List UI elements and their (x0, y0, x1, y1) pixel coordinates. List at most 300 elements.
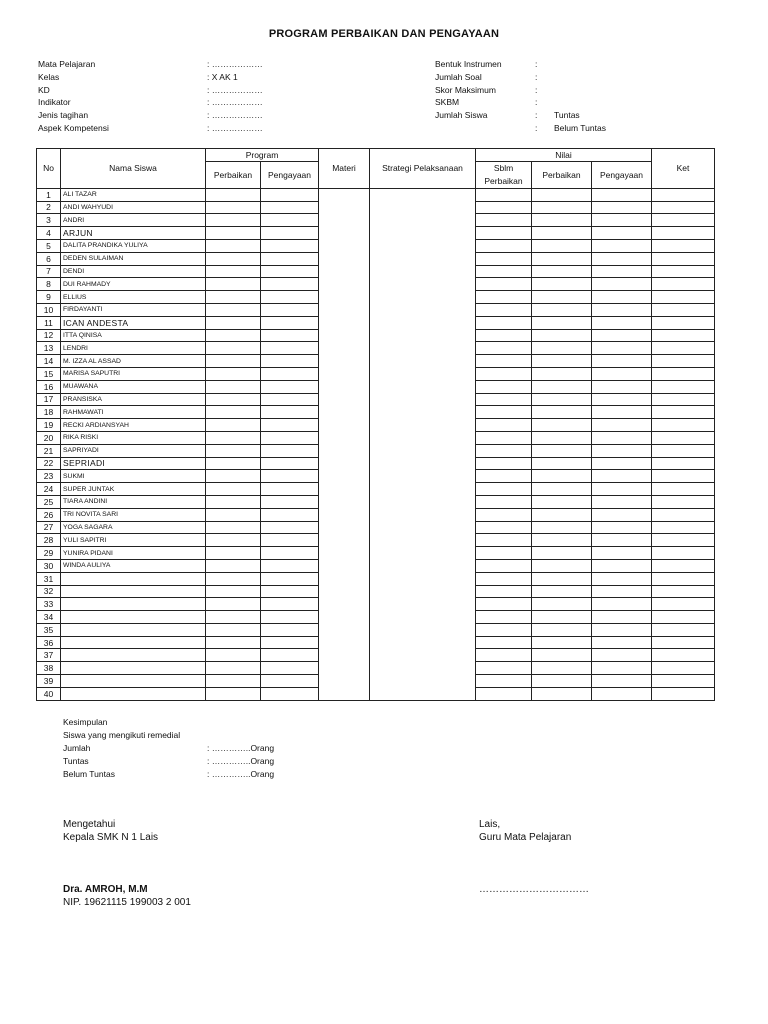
ket-cell (652, 201, 715, 214)
program-pengayaan-cell (261, 483, 319, 496)
col-strategi-header: Strategi Pelaksanaan (370, 149, 476, 189)
student-name (61, 623, 206, 636)
kesimpulan-label: Jumlah (63, 743, 91, 753)
sblm-perbaikan-cell (476, 547, 532, 560)
program-pengayaan-cell (261, 687, 319, 700)
ket-cell (652, 278, 715, 291)
col-program-perbaikan-header: Perbaikan (206, 161, 261, 188)
sblm-perbaikan-cell (476, 419, 532, 432)
nilai-perbaikan-cell (532, 675, 592, 688)
col-sblm-perbaikan-header (476, 161, 532, 188)
program-pengayaan-cell (261, 329, 319, 342)
kesimpulan-label: Tuntas (63, 756, 89, 766)
ket-cell (652, 687, 715, 700)
header-left-value: : ……………… (207, 97, 263, 108)
header-left-label: Kelas (38, 71, 60, 82)
row-number: 23 (37, 470, 61, 483)
program-pengayaan-cell (261, 419, 319, 432)
nilai-pengayaan-cell (592, 611, 652, 624)
nilai-perbaikan-cell (532, 483, 592, 496)
program-pengayaan-cell (261, 495, 319, 508)
program-perbaikan-cell (206, 239, 261, 252)
col-nama-header: Nama Siswa (61, 149, 206, 189)
ket-cell (652, 367, 715, 380)
program-perbaikan-cell (206, 278, 261, 291)
header-right-label: Jumlah Soal (435, 71, 482, 82)
row-number: 21 (37, 444, 61, 457)
nilai-perbaikan-cell (532, 316, 592, 329)
nilai-pengayaan-cell (592, 623, 652, 636)
header-left-label: Indikator (38, 97, 71, 108)
ket-cell (652, 227, 715, 240)
col-nilai-perbaikan-header: Perbaikan (532, 161, 592, 188)
program-pengayaan-cell (261, 227, 319, 240)
sblm-perbaikan-cell (476, 457, 532, 470)
signature-left-nip: NIP. 19621115 199003 2 001 (63, 897, 191, 908)
student-name: DALITA PRANDIKA YULIYA (61, 239, 206, 252)
col-materi-header: Materi (319, 149, 370, 189)
program-perbaikan-cell (206, 495, 261, 508)
header-left-value: : ……………… (207, 84, 263, 95)
nilai-pengayaan-cell (592, 495, 652, 508)
row-number: 5 (37, 239, 61, 252)
row-number: 18 (37, 406, 61, 419)
col-sblm-line2: Perbaikan (484, 175, 523, 186)
program-pengayaan-cell (261, 470, 319, 483)
sblm-perbaikan-cell (476, 188, 532, 201)
sblm-perbaikan-cell (476, 291, 532, 304)
program-pengayaan-cell (261, 636, 319, 649)
ket-cell (652, 431, 715, 444)
program-perbaikan-cell (206, 303, 261, 316)
row-number: 35 (37, 623, 61, 636)
nilai-pengayaan-cell (592, 483, 652, 496)
sblm-perbaikan-cell (476, 483, 532, 496)
ket-cell (652, 214, 715, 227)
row-number: 30 (37, 559, 61, 572)
header-right-colon: : (535, 110, 538, 121)
program-pengayaan-cell (261, 252, 319, 265)
row-number: 40 (37, 687, 61, 700)
sblm-perbaikan-cell (476, 342, 532, 355)
nilai-perbaikan-cell (532, 470, 592, 483)
row-number: 38 (37, 662, 61, 675)
header-right-label: SKBM (435, 97, 460, 108)
program-perbaikan-cell (206, 534, 261, 547)
kesimpulan-subtitle: Siswa yang mengikuti remedial (63, 730, 181, 740)
program-perbaikan-cell (206, 508, 261, 521)
sblm-perbaikan-cell (476, 227, 532, 240)
program-pengayaan-cell (261, 380, 319, 393)
col-nilai-pengayaan-header: Pengayaan (592, 161, 652, 188)
row-number: 4 (37, 227, 61, 240)
program-perbaikan-cell (206, 188, 261, 201)
nilai-pengayaan-cell (592, 470, 652, 483)
ket-cell (652, 521, 715, 534)
header-left-value: : ……………… (207, 123, 263, 133)
nilai-perbaikan-cell (532, 649, 592, 662)
nilai-perbaikan-cell (532, 419, 592, 432)
student-name: ARJUN (61, 227, 206, 240)
row-number: 7 (37, 265, 61, 278)
nilai-pengayaan-cell (592, 380, 652, 393)
student-name: M. IZZA AL ASSAD (61, 355, 206, 368)
nilai-pengayaan-cell (592, 188, 652, 201)
row-number: 31 (37, 572, 61, 585)
program-perbaikan-cell (206, 252, 261, 265)
sblm-perbaikan-cell (476, 444, 532, 457)
sblm-perbaikan-cell (476, 508, 532, 521)
program-perbaikan-cell (206, 623, 261, 636)
ket-cell (652, 675, 715, 688)
ket-cell (652, 265, 715, 278)
col-program-header: Program (206, 149, 319, 162)
header-right-label: Jumlah Siswa (435, 110, 488, 121)
nilai-perbaikan-cell (532, 508, 592, 521)
row-number: 28 (37, 534, 61, 547)
nilai-pengayaan-cell (592, 521, 652, 534)
program-pengayaan-cell (261, 508, 319, 521)
program-perbaikan-cell (206, 342, 261, 355)
program-pengayaan-cell (261, 521, 319, 534)
program-perbaikan-cell (206, 483, 261, 496)
kesimpulan-title: Kesimpulan (63, 717, 108, 727)
nilai-perbaikan-cell (532, 329, 592, 342)
ket-cell (652, 611, 715, 624)
header-left-label: Aspek Kompetensi (38, 123, 109, 133)
sblm-perbaikan-cell (476, 662, 532, 675)
program-perbaikan-cell (206, 201, 261, 214)
ket-cell (652, 239, 715, 252)
sblm-perbaikan-cell (476, 393, 532, 406)
student-name: ANDRI (61, 214, 206, 227)
row-number: 36 (37, 636, 61, 649)
program-perbaikan-cell (206, 598, 261, 611)
student-name (61, 598, 206, 611)
sblm-perbaikan-cell (476, 598, 532, 611)
nilai-perbaikan-cell (532, 611, 592, 624)
ket-cell (652, 188, 715, 201)
nilai-perbaikan-cell (532, 585, 592, 598)
sblm-perbaikan-cell (476, 649, 532, 662)
sblm-perbaikan-cell (476, 636, 532, 649)
kesimpulan-label: Belum Tuntas (63, 769, 115, 779)
row-number: 37 (37, 649, 61, 662)
nilai-pengayaan-cell (592, 214, 652, 227)
program-pengayaan-cell (261, 572, 319, 585)
nilai-perbaikan-cell (532, 188, 592, 201)
student-name: SEPRIADI (61, 457, 206, 470)
program-perbaikan-cell (206, 611, 261, 624)
ket-cell (652, 316, 715, 329)
sblm-perbaikan-cell (476, 431, 532, 444)
sblm-perbaikan-cell (476, 611, 532, 624)
ket-cell (652, 662, 715, 675)
ket-cell (652, 585, 715, 598)
sblm-perbaikan-cell (476, 380, 532, 393)
sblm-perbaikan-cell (476, 675, 532, 688)
sblm-perbaikan-cell (476, 278, 532, 291)
nilai-perbaikan-cell (532, 393, 592, 406)
row-number: 33 (37, 598, 61, 611)
ket-cell (652, 508, 715, 521)
nilai-pengayaan-cell (592, 303, 652, 316)
program-pengayaan-cell (261, 585, 319, 598)
student-name: SUPER JUNTAK (61, 483, 206, 496)
ket-cell (652, 649, 715, 662)
student-name: YOGA SAGARA (61, 521, 206, 534)
program-perbaikan-cell (206, 585, 261, 598)
nilai-perbaikan-cell (532, 598, 592, 611)
row-number: 17 (37, 393, 61, 406)
student-name: SAPRIYADI (61, 444, 206, 457)
kesimpulan-value: : …………..Orang (207, 756, 275, 766)
program-pengayaan-cell (261, 393, 319, 406)
sblm-perbaikan-cell (476, 559, 532, 572)
student-name (61, 675, 206, 688)
nilai-perbaikan-cell (532, 559, 592, 572)
row-number: 12 (37, 329, 61, 342)
nilai-pengayaan-cell (592, 342, 652, 355)
kesimpulan-value: : …………..Orang (207, 769, 275, 779)
nilai-perbaikan-cell (532, 252, 592, 265)
program-pengayaan-cell (261, 367, 319, 380)
header-left-label: Jenis tagihan (38, 110, 89, 121)
nilai-pengayaan-cell (592, 431, 652, 444)
nilai-pengayaan-cell (592, 559, 652, 572)
col-sblm-line1: Sblm (493, 162, 514, 173)
nilai-pengayaan-cell (592, 687, 652, 700)
row-number: 10 (37, 303, 61, 316)
program-pengayaan-cell (261, 316, 319, 329)
sblm-perbaikan-cell (476, 623, 532, 636)
ket-cell (652, 419, 715, 432)
nilai-pengayaan-cell (592, 419, 652, 432)
row-number: 22 (37, 457, 61, 470)
header-right-colon: : (535, 97, 538, 108)
nilai-perbaikan-cell (532, 547, 592, 560)
nilai-pengayaan-cell (592, 406, 652, 419)
row-number: 15 (37, 367, 61, 380)
program-pengayaan-cell (261, 342, 319, 355)
header-right-value: Tuntas (554, 110, 580, 121)
nilai-pengayaan-cell (592, 329, 652, 342)
nilai-perbaikan-cell (532, 623, 592, 636)
nilai-perbaikan-cell (532, 380, 592, 393)
student-name (61, 649, 206, 662)
program-pengayaan-cell (261, 649, 319, 662)
student-name: MARISA SAPUTRI (61, 367, 206, 380)
sblm-perbaikan-cell (476, 201, 532, 214)
sblm-perbaikan-cell (476, 521, 532, 534)
student-name: RECKI ARDIANSYAH (61, 419, 206, 432)
student-name: LENDRI (61, 342, 206, 355)
signature-right-line2: Guru Mata Pelajaran (479, 832, 572, 843)
program-perbaikan-cell (206, 406, 261, 419)
ket-cell (652, 623, 715, 636)
student-name: TIARA ANDINI (61, 495, 206, 508)
row-number: 16 (37, 380, 61, 393)
nilai-pengayaan-cell (592, 252, 652, 265)
nilai-pengayaan-cell (592, 393, 652, 406)
sblm-perbaikan-cell (476, 239, 532, 252)
student-name: WINDA AULIYA (61, 559, 206, 572)
materi-cell (319, 188, 370, 700)
program-perbaikan-cell (206, 547, 261, 560)
program-perbaikan-cell (206, 687, 261, 700)
ket-cell (652, 470, 715, 483)
program-pengayaan-cell (261, 662, 319, 675)
nilai-perbaikan-cell (532, 291, 592, 304)
ket-cell (652, 406, 715, 419)
program-perbaikan-cell (206, 380, 261, 393)
program-perbaikan-cell (206, 675, 261, 688)
header-right-colon: : (535, 84, 538, 95)
student-name (61, 572, 206, 585)
program-perbaikan-cell (206, 329, 261, 342)
student-name: ALI TAZAR (61, 188, 206, 201)
program-perbaikan-cell (206, 355, 261, 368)
row-number: 27 (37, 521, 61, 534)
ket-cell (652, 393, 715, 406)
ket-cell (652, 329, 715, 342)
signature-left-line2: Kepala SMK N 1 Lais (63, 832, 159, 843)
col-program-pengayaan-header: Pengayaan (261, 161, 319, 188)
program-perbaikan-cell (206, 662, 261, 675)
nilai-perbaikan-cell (532, 534, 592, 547)
ket-cell (652, 534, 715, 547)
program-perbaikan-cell (206, 636, 261, 649)
student-name (61, 636, 206, 649)
row-number: 11 (37, 316, 61, 329)
row-number: 6 (37, 252, 61, 265)
ket-cell (652, 598, 715, 611)
sblm-perbaikan-cell (476, 303, 532, 316)
student-name: TRI NOVITA SARI (61, 508, 206, 521)
row-number: 3 (37, 214, 61, 227)
student-name (61, 611, 206, 624)
ket-cell (652, 380, 715, 393)
program-perbaikan-cell (206, 227, 261, 240)
program-perbaikan-cell (206, 367, 261, 380)
nilai-pengayaan-cell (592, 444, 652, 457)
ket-cell (652, 303, 715, 316)
program-pengayaan-cell (261, 188, 319, 201)
nilai-pengayaan-cell (592, 278, 652, 291)
program-perbaikan-cell (206, 470, 261, 483)
nilai-perbaikan-cell (532, 662, 592, 675)
table-row (37, 188, 715, 201)
program-perbaikan-cell (206, 265, 261, 278)
remedial-table (36, 148, 715, 701)
sblm-perbaikan-cell (476, 265, 532, 278)
student-name: SUKMI (61, 470, 206, 483)
nilai-pengayaan-cell (592, 508, 652, 521)
program-pengayaan-cell (261, 214, 319, 227)
program-pengayaan-cell (261, 444, 319, 457)
nilai-pengayaan-cell (592, 316, 652, 329)
row-number: 29 (37, 547, 61, 560)
program-perbaikan-cell (206, 521, 261, 534)
sblm-perbaikan-cell (476, 495, 532, 508)
sblm-perbaikan-cell (476, 406, 532, 419)
nilai-perbaikan-cell (532, 201, 592, 214)
ket-cell (652, 572, 715, 585)
signature-right-name: …………………………… (479, 884, 589, 895)
program-perbaikan-cell (206, 291, 261, 304)
program-perbaikan-cell (206, 431, 261, 444)
nilai-pengayaan-cell (592, 585, 652, 598)
nilai-perbaikan-cell (532, 278, 592, 291)
header-left-label: Mata Pelajaran (38, 59, 96, 69)
program-pengayaan-cell (261, 303, 319, 316)
program-pengayaan-cell (261, 291, 319, 304)
nilai-perbaikan-cell (532, 303, 592, 316)
nilai-pengayaan-cell (592, 636, 652, 649)
nilai-pengayaan-cell (592, 291, 652, 304)
sblm-perbaikan-cell (476, 585, 532, 598)
program-pengayaan-cell (261, 406, 319, 419)
page-title: PROGRAM PERBAIKAN DAN PENGAYAAN (268, 28, 500, 40)
student-name: YULI SAPITRI (61, 534, 206, 547)
header-right-label: Bentuk Instrumen (435, 59, 502, 69)
program-pengayaan-cell (261, 355, 319, 368)
ket-cell (652, 547, 715, 560)
signature-right-line1: Lais, (479, 819, 501, 830)
ket-cell (652, 495, 715, 508)
nilai-pengayaan-cell (592, 367, 652, 380)
row-number: 25 (37, 495, 61, 508)
ket-cell (652, 252, 715, 265)
student-name: RAHMAWATI (61, 406, 206, 419)
ket-cell (652, 483, 715, 496)
nilai-perbaikan-cell (532, 214, 592, 227)
signature-left-line1: Mengetahui (63, 819, 116, 830)
program-pengayaan-cell (261, 534, 319, 547)
ket-cell (652, 342, 715, 355)
row-number: 32 (37, 585, 61, 598)
nilai-pengayaan-cell (592, 355, 652, 368)
program-pengayaan-cell (261, 611, 319, 624)
nilai-perbaikan-cell (532, 367, 592, 380)
nilai-perbaikan-cell (532, 265, 592, 278)
row-number: 39 (37, 675, 61, 688)
ket-cell (652, 291, 715, 304)
ket-cell (652, 444, 715, 457)
program-pengayaan-cell (261, 623, 319, 636)
program-perbaikan-cell (206, 444, 261, 457)
program-pengayaan-cell (261, 278, 319, 291)
program-pengayaan-cell (261, 675, 319, 688)
student-name (61, 585, 206, 598)
sblm-perbaikan-cell (476, 252, 532, 265)
nilai-pengayaan-cell (592, 675, 652, 688)
row-number: 9 (37, 291, 61, 304)
kesimpulan-value: : …………..Orang (207, 743, 275, 753)
sblm-perbaikan-cell (476, 214, 532, 227)
student-name: DEDEN SULAIMAN (61, 252, 206, 265)
student-name: ELLIUS (61, 291, 206, 304)
nilai-perbaikan-cell (532, 687, 592, 700)
sblm-perbaikan-cell (476, 687, 532, 700)
header-left-value: : ……………… (207, 110, 263, 121)
student-name: DUI RAHMADY (61, 278, 206, 291)
header-right-colon: : (535, 123, 538, 133)
program-pengayaan-cell (261, 265, 319, 278)
student-name: ITTA QINISA (61, 329, 206, 342)
nilai-pengayaan-cell (592, 649, 652, 662)
program-perbaikan-cell (206, 419, 261, 432)
